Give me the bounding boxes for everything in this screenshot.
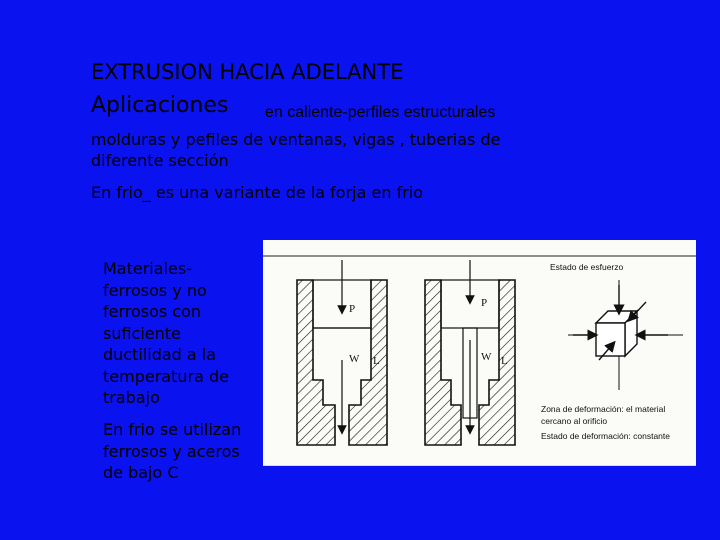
label-w-right: W	[481, 351, 492, 363]
en-frio-text	[103, 419, 241, 484]
en-frio-line: ferrosos y aceros	[103, 441, 240, 461]
aplicaciones-line1: en caliente-perfiles estructurales	[265, 104, 496, 121]
en-frio-line: de bajo C	[103, 463, 179, 482]
materiales-line: Materiales-	[103, 259, 192, 278]
materiales-line: ferrosos con	[103, 302, 202, 321]
frio-text: En frio_ es una variante de la forja en frio	[91, 183, 424, 202]
materiales-text	[103, 258, 229, 409]
materiales-line: ductilidad a la	[103, 345, 217, 364]
en-frio-line: En frio se utilizan	[103, 420, 242, 439]
label-l-left: L	[373, 355, 380, 367]
die-left	[297, 260, 387, 445]
extrusion-diagram	[263, 240, 696, 466]
materiales-line: trabajo	[103, 388, 160, 407]
aplicaciones-line3: diferente sección	[91, 151, 229, 170]
materiales-line: temperatura de	[103, 366, 229, 386]
materiales-line: suficiente	[103, 323, 181, 343]
zona-line2: cercano al orificio	[541, 416, 608, 426]
zona-line1: Zona de deformación: el material	[541, 404, 666, 414]
slide-title: EXTRUSION HACIA ADELANTE	[91, 60, 404, 84]
die-right	[425, 260, 515, 445]
aplicaciones-line2: molduras y pefiles de ventanas, vigas , tuberias de	[91, 130, 501, 149]
label-w-left: W	[349, 353, 360, 365]
stress-cube	[568, 280, 683, 390]
label-p-left: P	[349, 303, 356, 315]
label-p-right: P	[481, 297, 488, 309]
materiales-line: ferrosos y no	[103, 280, 207, 300]
estado-deformacion: Estado de deformación: constante	[541, 431, 670, 441]
label-l-right: L	[501, 355, 508, 367]
estado-esfuerzo-label: Estado de esfuerzo	[550, 262, 624, 272]
aplicaciones-heading: Aplicaciones	[91, 93, 229, 118]
